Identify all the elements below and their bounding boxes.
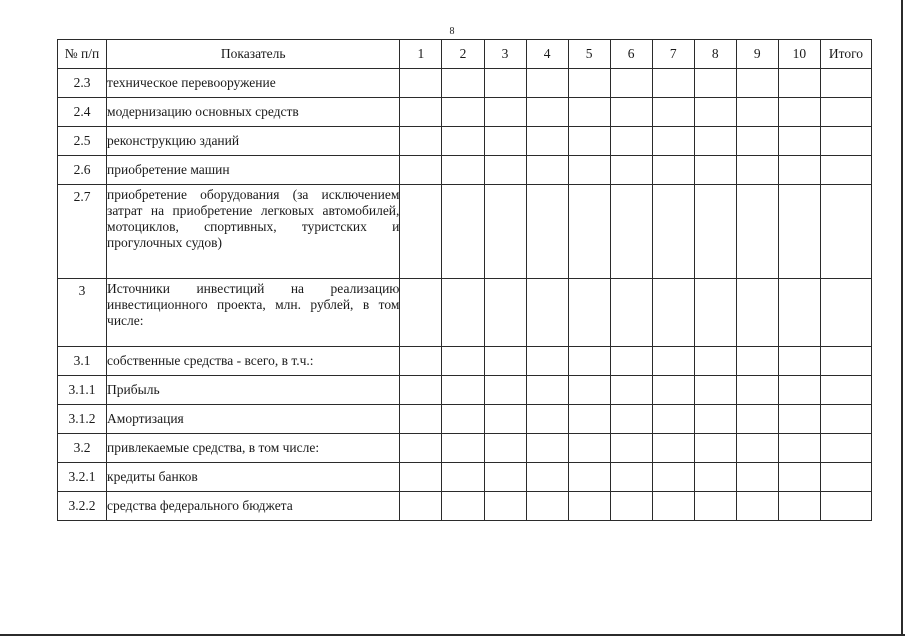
value-cell — [694, 347, 736, 376]
value-cell — [778, 279, 820, 347]
row-label: Прибыль — [107, 376, 400, 405]
value-cell — [610, 434, 652, 463]
page-number: 8 — [449, 26, 455, 37]
table-row — [58, 347, 872, 376]
value-cell — [400, 98, 442, 127]
row-number: 2.4 — [58, 98, 107, 127]
value-cell — [442, 463, 484, 492]
value-cell — [442, 156, 484, 185]
row-label: Источники инвестиций на реализацию инвестиционного проекта, млн. рублей, в том числе: — [107, 279, 400, 347]
value-cell — [442, 434, 484, 463]
value-cell — [610, 347, 652, 376]
value-cell — [568, 463, 610, 492]
value-cell — [652, 347, 694, 376]
value-cell — [778, 347, 820, 376]
row-number: 3.1.2 — [58, 405, 107, 434]
value-cell — [400, 347, 442, 376]
total-cell — [820, 463, 871, 492]
value-cell — [526, 127, 568, 156]
value-cell — [736, 376, 778, 405]
value-cell — [778, 405, 820, 434]
value-cell — [694, 405, 736, 434]
value-cell — [694, 156, 736, 185]
row-label: модернизацию основных средств — [107, 98, 400, 127]
value-cell — [778, 463, 820, 492]
header-cell-total: Итого — [820, 40, 871, 69]
value-cell — [442, 279, 484, 347]
table-row — [58, 98, 872, 127]
value-cell — [484, 69, 526, 98]
value-cell — [526, 434, 568, 463]
header-cell-10: 10 — [778, 40, 820, 69]
value-cell — [568, 69, 610, 98]
value-cell — [736, 463, 778, 492]
value-cell — [652, 279, 694, 347]
value-cell — [484, 492, 526, 521]
value-cell — [778, 127, 820, 156]
value-cell — [610, 98, 652, 127]
value-cell — [400, 156, 442, 185]
row-label: привлекаемые средства, в том числе: — [107, 434, 400, 463]
value-cell — [568, 98, 610, 127]
header-cell-9: 9 — [736, 40, 778, 69]
value-cell — [652, 463, 694, 492]
value-cell — [610, 279, 652, 347]
page-right-border — [901, 0, 903, 636]
total-cell — [820, 185, 871, 279]
value-cell — [568, 405, 610, 434]
value-cell — [400, 434, 442, 463]
row-number: 2.3 — [58, 69, 107, 98]
table-row — [58, 127, 872, 156]
value-cell — [568, 376, 610, 405]
value-cell — [484, 376, 526, 405]
total-cell — [820, 156, 871, 185]
value-cell — [778, 98, 820, 127]
value-cell — [736, 127, 778, 156]
total-cell — [820, 376, 871, 405]
row-number: 2.6 — [58, 156, 107, 185]
value-cell — [484, 127, 526, 156]
value-cell — [736, 492, 778, 521]
value-cell — [736, 185, 778, 279]
value-cell — [526, 376, 568, 405]
value-cell — [568, 185, 610, 279]
value-cell — [442, 405, 484, 434]
value-cell — [526, 405, 568, 434]
row-number: 2.7 — [58, 185, 107, 279]
value-cell — [694, 127, 736, 156]
table-row — [58, 463, 872, 492]
table-row — [58, 405, 872, 434]
value-cell — [400, 279, 442, 347]
value-cell — [526, 185, 568, 279]
header-cell-6: 6 — [610, 40, 652, 69]
value-cell — [652, 185, 694, 279]
value-cell — [652, 492, 694, 521]
value-cell — [568, 127, 610, 156]
value-cell — [652, 405, 694, 434]
value-cell — [610, 69, 652, 98]
value-cell — [442, 98, 484, 127]
row-label: техническое перевооружение — [107, 69, 400, 98]
value-cell — [736, 434, 778, 463]
value-cell — [484, 463, 526, 492]
value-cell — [694, 463, 736, 492]
value-cell — [652, 156, 694, 185]
value-cell — [400, 376, 442, 405]
value-cell — [694, 434, 736, 463]
value-cell — [526, 463, 568, 492]
header-cell-7: 7 — [652, 40, 694, 69]
value-cell — [736, 69, 778, 98]
value-cell — [526, 69, 568, 98]
row-label: кредиты банков — [107, 463, 400, 492]
row-number: 3.1.1 — [58, 376, 107, 405]
value-cell — [484, 98, 526, 127]
value-cell — [442, 185, 484, 279]
table-row — [58, 185, 872, 279]
value-cell — [736, 156, 778, 185]
row-number: 2.5 — [58, 127, 107, 156]
value-cell — [610, 405, 652, 434]
value-cell — [568, 347, 610, 376]
value-cell — [526, 98, 568, 127]
value-cell — [484, 279, 526, 347]
table-row — [58, 279, 872, 347]
value-cell — [484, 434, 526, 463]
total-cell — [820, 98, 871, 127]
row-label: приобретение оборудования (за исключением затрат на приобретение легковых автомобилей, мотоциклов, спортивных, туристских и прогулочных судов) — [107, 185, 400, 279]
table-row — [58, 156, 872, 185]
header-cell-1: 1 — [400, 40, 442, 69]
value-cell — [736, 279, 778, 347]
value-cell — [778, 434, 820, 463]
header-cell-2: 2 — [442, 40, 484, 69]
header-cell-3: 3 — [484, 40, 526, 69]
value-cell — [484, 156, 526, 185]
value-cell — [694, 185, 736, 279]
value-cell — [442, 492, 484, 521]
value-cell — [694, 376, 736, 405]
row-number: 3.1 — [58, 347, 107, 376]
value-cell — [400, 492, 442, 521]
header-cell-8: 8 — [694, 40, 736, 69]
row-label: собственные средства - всего, в т.ч.: — [107, 347, 400, 376]
row-number: 3.2.2 — [58, 492, 107, 521]
value-cell — [526, 279, 568, 347]
total-cell — [820, 347, 871, 376]
value-cell — [652, 98, 694, 127]
header-cell-4: 4 — [526, 40, 568, 69]
value-cell — [484, 405, 526, 434]
value-cell — [694, 492, 736, 521]
table-row — [58, 69, 872, 98]
total-cell — [820, 69, 871, 98]
value-cell — [400, 405, 442, 434]
value-cell — [652, 434, 694, 463]
value-cell — [652, 69, 694, 98]
row-label: реконструкцию зданий — [107, 127, 400, 156]
row-label: Амортизация — [107, 405, 400, 434]
total-cell — [820, 279, 871, 347]
value-cell — [442, 127, 484, 156]
total-cell — [820, 434, 871, 463]
row-number: 3.2 — [58, 434, 107, 463]
value-cell — [736, 347, 778, 376]
value-cell — [526, 347, 568, 376]
table-header — [58, 40, 872, 69]
value-cell — [610, 156, 652, 185]
value-cell — [568, 279, 610, 347]
value-cell — [526, 492, 568, 521]
value-cell — [610, 127, 652, 156]
total-cell — [820, 492, 871, 521]
value-cell — [778, 156, 820, 185]
header-cell-indicator: Показатель — [107, 40, 400, 69]
value-cell — [778, 185, 820, 279]
row-label: средства федерального бюджета — [107, 492, 400, 521]
value-cell — [694, 98, 736, 127]
value-cell — [778, 376, 820, 405]
value-cell — [778, 492, 820, 521]
value-cell — [400, 185, 442, 279]
total-cell — [820, 127, 871, 156]
value-cell — [778, 69, 820, 98]
value-cell — [736, 405, 778, 434]
value-cell — [526, 156, 568, 185]
table-row — [58, 492, 872, 521]
value-cell — [568, 492, 610, 521]
value-cell — [694, 279, 736, 347]
row-number: 3 — [58, 279, 107, 347]
row-number: 3.2.1 — [58, 463, 107, 492]
value-cell — [484, 347, 526, 376]
value-cell — [484, 185, 526, 279]
header-cell-5: 5 — [568, 40, 610, 69]
value-cell — [652, 376, 694, 405]
page-bottom-border — [0, 634, 905, 636]
value-cell — [652, 127, 694, 156]
value-cell — [736, 98, 778, 127]
table-row — [58, 434, 872, 463]
value-cell — [442, 69, 484, 98]
total-cell — [820, 405, 871, 434]
header-cell-number: № п/п — [58, 40, 107, 69]
indicators-table — [57, 39, 872, 521]
value-cell — [442, 376, 484, 405]
value-cell — [568, 156, 610, 185]
value-cell — [400, 463, 442, 492]
table-row — [58, 376, 872, 405]
value-cell — [610, 376, 652, 405]
value-cell — [610, 185, 652, 279]
value-cell — [568, 434, 610, 463]
value-cell — [610, 463, 652, 492]
value-cell — [400, 69, 442, 98]
value-cell — [400, 127, 442, 156]
value-cell — [442, 347, 484, 376]
value-cell — [610, 492, 652, 521]
value-cell — [694, 69, 736, 98]
row-label: приобретение машин — [107, 156, 400, 185]
